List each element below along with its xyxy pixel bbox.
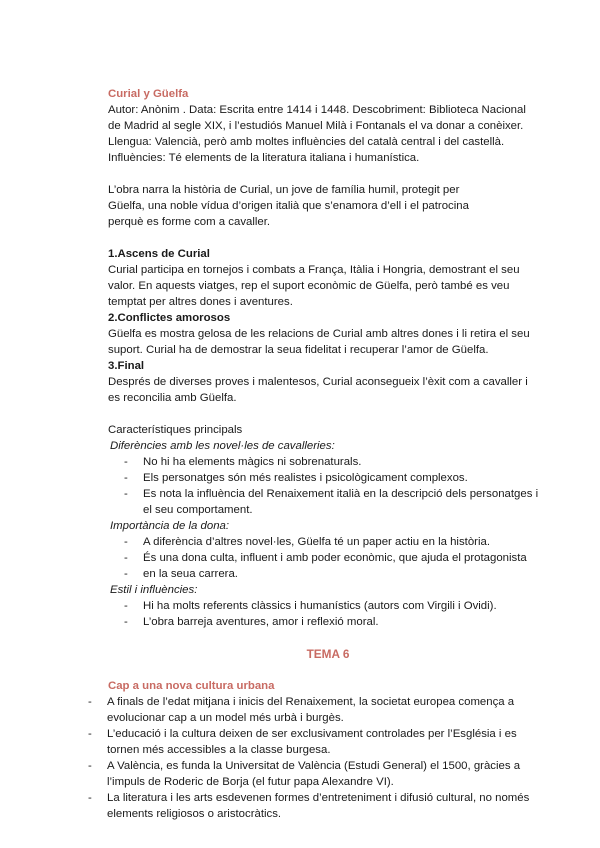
section-line: suport. Curial ha de demostrar la seua fidelitat i recuperar l’amor de Güelfa. xyxy=(108,344,489,356)
group-label: Estil i influències: xyxy=(110,584,198,596)
section-heading: 2.Conflictes amorosos xyxy=(108,312,231,324)
list-item: - en la seua carrera. xyxy=(124,566,548,582)
section-line: Güelfa es mostra gelosa de les relacions de Curial amb altres dones i li retira el seu xyxy=(108,328,530,340)
list-item: - Els personatges són més realistes i psicològicament complexos. xyxy=(124,470,548,486)
group-label: Importància de la dona: xyxy=(110,520,230,532)
tema-heading: TEMA 6 xyxy=(306,647,350,661)
group-list xyxy=(108,598,548,630)
list-item: - A València, es funda la Universitat de València (Estudi General) el 1500, gràcies a l’impuls de Roderic de Borja (el futur papa Alexandre VI). xyxy=(88,758,548,790)
list-item: - A finals de l’edat mitjana i inicis del Renaixement, la societat europea comença a evolucionar cap a un model més urbà i burgès. xyxy=(88,694,548,726)
list-item: - L’educació i la cultura deixen de ser exclusivament controlades per l’Església i es tornen més accessibles a la classe burgesa. xyxy=(88,726,548,758)
summary-line: perquè es forme com a cavaller. xyxy=(108,216,271,228)
list-item: - Es nota la influència del Renaixement italià en la descripció dels personatges i el seu comportament. xyxy=(124,486,548,518)
summary-line: L’obra narra la història de Curial, un jove de família humil, protegit per xyxy=(108,184,460,196)
group-list xyxy=(108,454,548,518)
meta-line: Influències: Té elements de la literatura italiana i humanística. xyxy=(108,152,420,164)
list-item: - És una dona culta, influent i amb poder econòmic, que ajuda el protagonista xyxy=(124,550,548,566)
list-item: - L’obra barreja aventures, amor i reflexió moral. xyxy=(124,614,548,630)
tema-title: Cap a una nova cultura urbana xyxy=(108,680,275,692)
meta-line: de Madrid al segle XIX, i l’estudiós Manuel Milà i Fontanals el va donar a conèixer. xyxy=(108,120,524,132)
group-list xyxy=(108,534,548,582)
meta-line: Llengua: Valencià, però amb moltes influències del català central i del castellà. xyxy=(108,136,505,148)
section-line: Curial participa en tornejos i combats a França, Itàlia i Hongria, demostrant el seu xyxy=(108,264,520,276)
section-heading: 3.Final xyxy=(108,360,145,372)
section-line: valor. En aquests viatges, rep el suport econòmic de Güelfa, però també es veu xyxy=(108,280,510,292)
section-heading: 1.Ascens de Curial xyxy=(108,248,210,260)
meta-line: Autor: Anònim . Data: Escrita entre 1414 i 1448. Descobriment: Biblioteca Nacional xyxy=(108,104,526,116)
list-item: - La literatura i les arts esdevenen formes d’entreteniment i difusió cultural, no només elements religiosos o aristocràtics. xyxy=(88,790,548,822)
group-label: Diferències amb les novel·les de cavalleries: xyxy=(110,440,335,452)
tema-list xyxy=(88,694,548,822)
list-item: - Hi ha molts referents clàssics i humanístics (autors com Virgili i Ovidi). xyxy=(124,598,548,614)
section-line: temptat per altres dones i aventures. xyxy=(108,296,293,308)
characteristics-heading: Característiques principals xyxy=(108,424,243,436)
document-page xyxy=(108,86,548,822)
curial-title: Curial y Güelfa xyxy=(108,88,189,100)
list-item: - No hi ha elements màgics ni sobrenaturals. xyxy=(124,454,548,470)
summary-line: Güelfa, una noble vídua d’origen italià que s’enamora d’ell i el patrocina xyxy=(108,200,469,212)
section-line: es reconcilia amb Güelfa. xyxy=(108,392,237,404)
list-item: - A diferència d’altres novel·les, Güelfa té un paper actiu en la història. xyxy=(124,534,548,550)
section-line: Després de diverses proves i malentesos, Curial aconsegueix l’èxit com a cavaller i xyxy=(108,376,528,388)
